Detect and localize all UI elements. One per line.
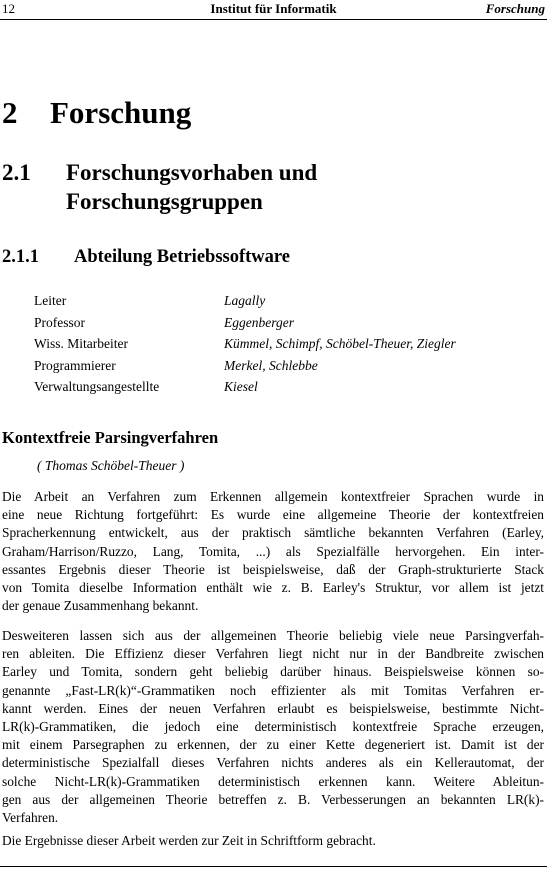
subsection-heading <box>2 245 290 269</box>
text-line: gen aus der allgemeinen Theorie betreffen z. B. Verbesserungen an bekannten LR(k)- <box>2 791 544 807</box>
staff-names: Kiesel <box>224 379 258 395</box>
text-line: genannte „Fast-LR(k)“-Grammatiken noch effizienter als mit Tomitas Verfahren er- <box>2 682 544 698</box>
text-line: kannt werden. Eines der neuen Verfahren erlaubt es beispielsweise, bestimmte Nicht- <box>2 700 544 716</box>
staff-role: Professor <box>34 314 85 330</box>
staff-row <box>34 333 534 355</box>
page-number: 12 <box>2 1 15 16</box>
text-line: Earley und Tomita, sondern geht beliebig darüber hinaus. Beispielsweise können so- <box>2 664 544 680</box>
header-rule <box>0 19 547 20</box>
text-line: Graham/Harrison/Ruzzo, Lang, Tomita, ...) als Spezialfälle hervorgehen. Ein inter- <box>2 543 544 559</box>
chapter-title: Forschung <box>50 95 192 130</box>
staff-role: Wiss. Mitarbeiter <box>34 336 128 352</box>
text-line: ren ableiten. Die Effizienz dieser Verfahren liegt nicht nur in der Bandbreite zwischen <box>2 646 544 662</box>
staff-table <box>34 290 534 398</box>
text-line: Die Ergebnisse dieser Arbeit werden zur Zeit in Schriftform gebracht. <box>2 833 376 848</box>
staff-names: Eggenberger <box>224 314 294 330</box>
text-line: Spracherkennung entwickelt, aus der praktisch sämtliche bekannten Verfahren (Earley, <box>2 525 544 541</box>
topic-author: ( Thomas Schöbel-Theuer ) <box>37 458 185 473</box>
body-paragraph <box>2 627 544 827</box>
staff-row <box>34 312 534 334</box>
staff-role: Verwaltungsangestellte <box>34 379 160 395</box>
staff-row <box>34 376 534 398</box>
text-line: LR(k)-Grammatiken, die jedoch eine deterministisch kontextfreie Sprache erzeugen, <box>2 719 544 735</box>
body-paragraph <box>2 832 544 850</box>
topic-heading: Kontextfreie Parsingverfahren <box>2 428 219 447</box>
text-line: Desweiteren lassen sich aus der allgemeinen Theorie beliebig viele neue Parsingverfah- <box>2 628 544 643</box>
text-line: Verfahren. <box>2 810 59 826</box>
running-header <box>2 0 545 17</box>
staff-role: Programmierer <box>34 357 116 373</box>
text-line: mit einem Parsegraphen zu erkennen, der zu einer Kette degeneriert ist. Damit ist der <box>2 737 544 753</box>
text-line: essantes Ergebnis dieser Theorie ist beispielsweise, daß der Graph-strukturierte Stack <box>2 561 544 577</box>
staff-names: Merkel, Schlebbe <box>224 357 318 373</box>
staff-names: Kümmel, Schimpf, Schöbel-Theuer, Ziegler <box>224 336 456 352</box>
staff-names: Lagally <box>224 293 266 308</box>
subsection-title: Abteilung Betriebssoftware <box>74 247 290 267</box>
text-line: Die Arbeit an Verfahren zum Erkennen allgemein kontextfreier Sprachen wurde in <box>2 489 544 504</box>
text-line: der genaue Zusammenhang bekannt. <box>2 598 199 614</box>
running-section-title: Forschung <box>485 1 545 16</box>
chapter-heading <box>2 95 191 131</box>
staff-row <box>34 355 534 377</box>
text-line: von Tomita dieselbe Information enthält wie z. B. Earley's Struktur, vor allem ist jetzt <box>2 580 544 596</box>
institute-name: Institut für Informatik <box>210 1 337 16</box>
section-title: Forschungsvorhaben und Forschungsgruppen <box>66 160 318 214</box>
chapter-number: 2 <box>2 95 18 130</box>
text-line: deterministische Spezialfall dieses Verfahren nichts anderes als ein Kellerautomat, der <box>2 755 544 771</box>
section-number: 2.1 <box>2 160 31 185</box>
subsection-number: 2.1.1 <box>2 247 39 267</box>
body-paragraph <box>2 488 544 615</box>
staff-role: Leiter <box>34 293 67 308</box>
staff-row <box>34 290 534 312</box>
footer-rule <box>0 866 547 867</box>
text-line: solche Nicht-LR(k)-Grammatiken deterministisch erkennen kann. Weitere Ableitun- <box>2 773 544 789</box>
text-line: eine neue Richtung fortgeführt: Es wurde eine allgemeine Theorie der kontextfreien <box>2 507 544 523</box>
